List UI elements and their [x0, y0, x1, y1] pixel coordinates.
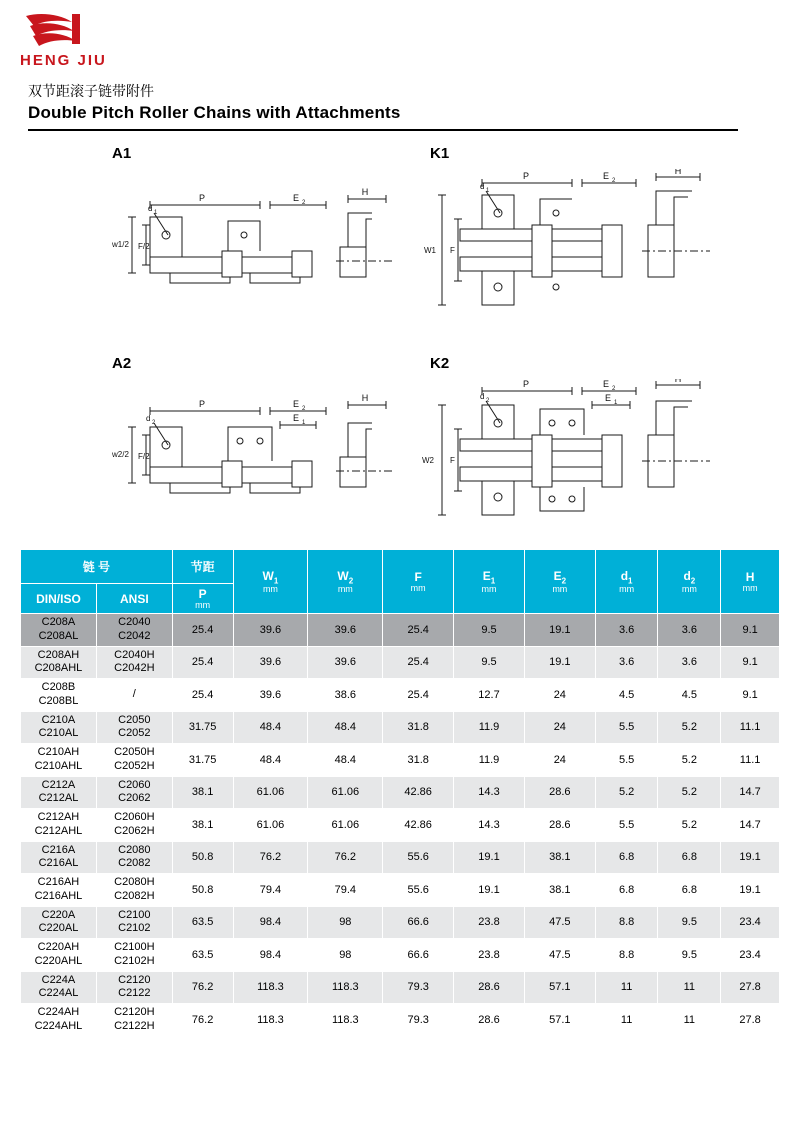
cell-e1: 28.6 — [454, 971, 525, 1004]
header-ansi: ANSI — [96, 584, 172, 614]
cell-f: 31.8 — [383, 711, 454, 744]
header-din-iso: DIN/ISO — [21, 584, 97, 614]
cell-w2: 48.4 — [308, 711, 383, 744]
cell-h: 23.4 — [721, 906, 780, 939]
cell-d1: 11 — [595, 971, 658, 1004]
svg-text:E: E — [292, 413, 300, 423]
header-d2-unit: mm — [681, 583, 697, 594]
cell-d2: 11 — [658, 1004, 721, 1037]
cell-e1: 19.1 — [454, 874, 525, 907]
cell-h: 9.1 — [721, 679, 780, 712]
cell-ansi: C2080H C2082H — [96, 874, 172, 907]
cell-e2: 28.6 — [524, 776, 595, 809]
header-w2 — [308, 550, 383, 614]
cell-ansi: C2100H C2102H — [96, 939, 172, 972]
header-e2-label: E — [553, 568, 562, 583]
brand-logo — [0, 0, 800, 75]
cell-w2: 39.6 — [308, 614, 383, 647]
header-e2-sub: 2 — [561, 575, 567, 585]
cell-e1: 28.6 — [454, 1004, 525, 1037]
diagram-label-A1: A1 — [112, 145, 132, 162]
diagram-K2-drawing — [420, 379, 720, 544]
cell-w1: 48.4 — [233, 711, 308, 744]
table-row — [21, 971, 780, 1004]
cell-d1: 11 — [595, 1004, 658, 1037]
header-d1-label: d — [620, 568, 629, 583]
svg-text:d: d — [146, 414, 151, 423]
diagram-A1 — [112, 145, 131, 162]
cell-d2: 6.8 — [658, 841, 721, 874]
cell-w2: 61.06 — [308, 776, 383, 809]
cell-d1: 3.6 — [595, 646, 658, 679]
cell-w2: 76.2 — [308, 841, 383, 874]
cell-ansi: C2050 C2052 — [96, 711, 172, 744]
cell-e1: 23.8 — [454, 906, 525, 939]
table-row — [21, 744, 780, 777]
cell-w1: 76.2 — [233, 841, 308, 874]
cell-d2: 5.2 — [658, 776, 721, 809]
svg-text:F: F — [450, 456, 455, 465]
diagram-label-A2: A2 — [112, 355, 132, 372]
diagram-label-K1: K1 — [430, 145, 450, 162]
svg-text:d: d — [148, 204, 153, 213]
cell-f: 25.4 — [383, 614, 454, 647]
cell-din-iso: C224AH C224AHL — [21, 1004, 97, 1037]
cell-e2: 24 — [524, 711, 595, 744]
cell-w1: 39.6 — [233, 679, 308, 712]
svg-text:2: 2 — [612, 178, 616, 184]
header-w1-unit: mm — [262, 583, 278, 594]
cell-ansi: C2040H C2042H — [96, 646, 172, 679]
diagram-label-K2: K2 — [430, 355, 450, 372]
cell-e2: 19.1 — [524, 646, 595, 679]
cell-d1: 6.8 — [595, 874, 658, 907]
page-title-cn: 双节距滚子链带附件 — [28, 84, 154, 100]
cell-din-iso: C210AH C210AHL — [21, 744, 97, 777]
cell-e2: 47.5 — [524, 906, 595, 939]
cell-p: 25.4 — [172, 646, 233, 679]
cell-f: 55.6 — [383, 841, 454, 874]
cell-e2: 47.5 — [524, 939, 595, 972]
hengjiu-logo-icon — [20, 10, 106, 50]
cell-ansi: C2080 C2082 — [96, 841, 172, 874]
page-title-en: Double Pitch Roller Chains with Attachments — [28, 103, 401, 122]
table-header-row-1 — [21, 550, 780, 584]
cell-h: 14.7 — [721, 776, 780, 809]
cell-d1: 5.2 — [595, 776, 658, 809]
cell-w1: 98.4 — [233, 906, 308, 939]
cell-ansi: C2120 C2122 — [96, 971, 172, 1004]
table-row — [21, 776, 780, 809]
cell-w1: 48.4 — [233, 744, 308, 777]
header-w1 — [233, 550, 308, 614]
diagram-area — [0, 141, 800, 541]
cell-h: 19.1 — [721, 874, 780, 907]
header-h-unit: mm — [742, 582, 758, 593]
cell-e1: 23.8 — [454, 939, 525, 972]
svg-text:W2: W2 — [422, 456, 434, 465]
cell-h: 14.7 — [721, 809, 780, 842]
cell-d1: 3.6 — [595, 614, 658, 647]
header-w1-label: W — [262, 568, 274, 583]
cell-ansi: C2060 C2062 — [96, 776, 172, 809]
svg-text:P: P — [198, 193, 206, 203]
cell-p: 50.8 — [172, 874, 233, 907]
cell-e1: 9.5 — [454, 614, 525, 647]
cell-f: 31.8 — [383, 744, 454, 777]
svg-text:E: E — [602, 379, 610, 389]
cell-e1: 9.5 — [454, 646, 525, 679]
cell-d1: 5.5 — [595, 711, 658, 744]
cell-d2: 11 — [658, 971, 721, 1004]
header-w1-sub: 1 — [273, 575, 279, 585]
cell-e2: 28.6 — [524, 809, 595, 842]
cell-f: 55.6 — [383, 874, 454, 907]
svg-text:2: 2 — [486, 398, 490, 404]
cell-ansi: C2050H C2052H — [96, 744, 172, 777]
header-pitch: 节距 — [172, 550, 233, 584]
cell-f: 42.86 — [383, 776, 454, 809]
cell-ansi: C2040 C2042 — [96, 614, 172, 647]
cell-f: 66.6 — [383, 906, 454, 939]
cell-h: 19.1 — [721, 841, 780, 874]
cell-d2: 3.6 — [658, 614, 721, 647]
header-d1 — [595, 550, 658, 614]
cell-w2: 118.3 — [308, 1004, 383, 1037]
svg-text:2: 2 — [302, 406, 306, 412]
cell-p: 31.75 — [172, 744, 233, 777]
header-p — [172, 584, 233, 614]
cell-d2: 5.2 — [658, 744, 721, 777]
diagram-A1-drawing — [110, 169, 400, 334]
header-chain-no: 链 号 — [21, 550, 173, 584]
header-e2-unit: mm — [552, 583, 568, 594]
spec-table — [20, 549, 780, 1037]
header-p-unit: mm — [195, 599, 211, 610]
cell-p: 63.5 — [172, 906, 233, 939]
cell-e2: 24 — [524, 744, 595, 777]
title-divider — [28, 129, 738, 131]
diagram-K1 — [430, 145, 449, 162]
cell-w2: 61.06 — [308, 809, 383, 842]
cell-e2: 57.1 — [524, 1004, 595, 1037]
cell-din-iso: C208B C208BL — [21, 679, 97, 712]
cell-din-iso: C224A C224AL — [21, 971, 97, 1004]
svg-text:1: 1 — [154, 210, 158, 216]
header-e1-sub: 1 — [490, 575, 496, 585]
cell-din-iso: C216AH C216AHL — [21, 874, 97, 907]
cell-f: 79.3 — [383, 1004, 454, 1037]
header-d2-label: d — [683, 568, 691, 583]
cell-f: 66.6 — [383, 939, 454, 972]
cell-e2: 19.1 — [524, 614, 595, 647]
cell-e1: 11.9 — [454, 744, 525, 777]
cell-d1: 4.5 — [595, 679, 658, 712]
header-e2 — [524, 550, 595, 614]
cell-e2: 38.1 — [524, 841, 595, 874]
svg-text:H: H — [674, 169, 682, 176]
cell-din-iso: C208A C208AL — [21, 614, 97, 647]
svg-text:H: H — [361, 187, 369, 197]
cell-e2: 38.1 — [524, 874, 595, 907]
cell-w2: 98 — [308, 939, 383, 972]
cell-din-iso: C208AH C208AHL — [21, 646, 97, 679]
table-row — [21, 906, 780, 939]
cell-p: 76.2 — [172, 971, 233, 1004]
svg-text:1: 1 — [302, 420, 306, 426]
cell-e2: 57.1 — [524, 971, 595, 1004]
svg-text:E: E — [292, 399, 300, 409]
svg-text:d: d — [480, 182, 485, 191]
cell-p: 31.75 — [172, 711, 233, 744]
cell-h: 11.1 — [721, 711, 780, 744]
diagram-K2 — [430, 355, 449, 372]
cell-h: 9.1 — [721, 646, 780, 679]
svg-text:w2/2: w2/2 — [112, 450, 129, 459]
cell-w1: 39.6 — [233, 646, 308, 679]
cell-d2: 5.2 — [658, 711, 721, 744]
cell-w1: 61.06 — [233, 809, 308, 842]
cell-din-iso: C212AH C212AHL — [21, 809, 97, 842]
cell-w2: 38.6 — [308, 679, 383, 712]
header-h — [721, 550, 780, 614]
cell-w1: 98.4 — [233, 939, 308, 972]
cell-h: 27.8 — [721, 971, 780, 1004]
cell-e1: 19.1 — [454, 841, 525, 874]
cell-w2: 39.6 — [308, 646, 383, 679]
cell-ansi: C2100 C2102 — [96, 906, 172, 939]
cell-din-iso: C216A C216AL — [21, 841, 97, 874]
brand-name: HENG JIU — [20, 52, 107, 69]
svg-text:W1: W1 — [424, 246, 436, 255]
cell-w2: 98 — [308, 906, 383, 939]
cell-p: 38.1 — [172, 776, 233, 809]
svg-text:P: P — [198, 399, 206, 409]
cell-w1: 79.4 — [233, 874, 308, 907]
cell-p: 25.4 — [172, 614, 233, 647]
cell-h: 27.8 — [721, 1004, 780, 1037]
svg-text:2: 2 — [152, 420, 156, 426]
cell-f: 42.86 — [383, 809, 454, 842]
cell-ansi: C2060H C2062H — [96, 809, 172, 842]
cell-d2: 4.5 — [658, 679, 721, 712]
diagram-K1-drawing — [420, 169, 720, 334]
header-p-label: P — [198, 586, 207, 601]
table-row — [21, 874, 780, 907]
header-d1-unit: mm — [619, 583, 635, 594]
cell-e2: 24 — [524, 679, 595, 712]
header-d2-sub: 2 — [690, 575, 696, 585]
svg-text:P: P — [522, 171, 530, 181]
table-row — [21, 939, 780, 972]
cell-ansi: / — [96, 679, 172, 712]
cell-e1: 14.3 — [454, 809, 525, 842]
header-w2-label: W — [337, 568, 349, 583]
header-e1-label: E — [482, 568, 491, 583]
cell-f: 25.4 — [383, 679, 454, 712]
cell-w1: 61.06 — [233, 776, 308, 809]
header-e1-unit: mm — [481, 583, 497, 594]
svg-text:H: H — [674, 379, 682, 384]
cell-e1: 14.3 — [454, 776, 525, 809]
table-row — [21, 711, 780, 744]
header-d2 — [658, 550, 721, 614]
cell-p: 25.4 — [172, 679, 233, 712]
cell-w2: 118.3 — [308, 971, 383, 1004]
cell-f: 79.3 — [383, 971, 454, 1004]
header-w2-unit: mm — [337, 583, 353, 594]
spec-table-head — [21, 550, 780, 614]
cell-h: 23.4 — [721, 939, 780, 972]
header-d1-sub: 1 — [628, 575, 633, 585]
table-row — [21, 841, 780, 874]
table-row — [21, 646, 780, 679]
cell-d1: 6.8 — [595, 841, 658, 874]
svg-text:1: 1 — [614, 400, 618, 406]
header-f-unit: mm — [410, 582, 426, 593]
cell-w2: 79.4 — [308, 874, 383, 907]
cell-ansi: C2120H C2122H — [96, 1004, 172, 1037]
header-f — [383, 550, 454, 614]
cell-p: 50.8 — [172, 841, 233, 874]
table-row — [21, 614, 780, 647]
svg-text:2: 2 — [612, 386, 616, 392]
cell-d1: 8.8 — [595, 939, 658, 972]
svg-text:d: d — [480, 392, 485, 401]
header-h-label: H — [745, 569, 755, 584]
diagram-A2-drawing — [110, 379, 400, 544]
header-f-label: F — [414, 569, 422, 584]
svg-text:F: F — [450, 246, 455, 255]
cell-d1: 8.8 — [595, 906, 658, 939]
table-row — [21, 809, 780, 842]
header-w2-sub: 2 — [348, 575, 354, 585]
table-row — [21, 1004, 780, 1037]
svg-text:F/2: F/2 — [138, 242, 150, 251]
cell-d1: 5.5 — [595, 809, 658, 842]
cell-p: 38.1 — [172, 809, 233, 842]
svg-text:1: 1 — [486, 188, 490, 194]
cell-w1: 39.6 — [233, 614, 308, 647]
cell-din-iso: C220A C220AL — [21, 906, 97, 939]
cell-d2: 9.5 — [658, 939, 721, 972]
cell-d2: 6.8 — [658, 874, 721, 907]
header-e1 — [454, 550, 525, 614]
cell-w1: 118.3 — [233, 971, 308, 1004]
cell-w2: 48.4 — [308, 744, 383, 777]
cell-f: 25.4 — [383, 646, 454, 679]
svg-text:E: E — [292, 193, 300, 203]
svg-text:F/2: F/2 — [138, 452, 150, 461]
svg-text:w1/2: w1/2 — [112, 240, 129, 249]
cell-din-iso: C220AH C220AHL — [21, 939, 97, 972]
cell-e1: 11.9 — [454, 711, 525, 744]
svg-text:2: 2 — [302, 200, 306, 206]
cell-din-iso: C212A C212AL — [21, 776, 97, 809]
cell-din-iso: C210A C210AL — [21, 711, 97, 744]
cell-p: 76.2 — [172, 1004, 233, 1037]
cell-d1: 5.5 — [595, 744, 658, 777]
table-row — [21, 679, 780, 712]
spec-table-body — [21, 614, 780, 1037]
svg-text:P: P — [522, 379, 530, 389]
svg-text:E: E — [602, 171, 610, 181]
cell-d2: 3.6 — [658, 646, 721, 679]
cell-h: 9.1 — [721, 614, 780, 647]
cell-p: 63.5 — [172, 939, 233, 972]
cell-d2: 5.2 — [658, 809, 721, 842]
cell-w1: 118.3 — [233, 1004, 308, 1037]
cell-d2: 9.5 — [658, 906, 721, 939]
cell-e1: 12.7 — [454, 679, 525, 712]
svg-text:H: H — [361, 393, 369, 403]
diagram-A2 — [112, 355, 131, 372]
cell-h: 11.1 — [721, 744, 780, 777]
svg-text:E: E — [604, 393, 612, 403]
